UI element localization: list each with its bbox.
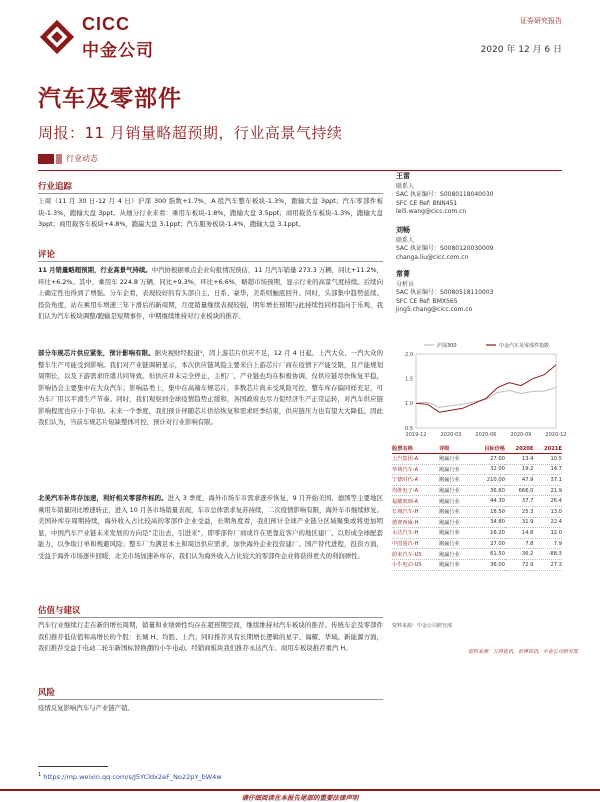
analyst-email: jing5.chang@cicc.com.cn	[396, 306, 473, 314]
stock-name: 华域汽车-A	[392, 464, 439, 475]
table-cell: 44.30	[472, 496, 505, 507]
table-cell: 16.20	[472, 528, 505, 539]
stock-name: 长城汽车-H	[392, 506, 439, 517]
para-text: 进入 3 季度，海外市场车市需求逐步恢复，9 月开始美国、德国等主要地区乘用车销量同比增速转正，进入 10 月各市场销量表现，车市总体需求复苏持续，二次疫情影响有限，海外车市继续修复。美国补库存周期持续，海外收入占比较高的零部件企业受益，长期角度看，我们预计全球产业链分区域聚集或将更加明显，中国汽车产业链未来发展的方向是“走出去、引进来”，即零部件厂商或许在更靠近客户的地区建厂、以形成全球配套能力，以争取订单和规避风险；整车厂为满足本土和周边供应需求，加快海外企业投资建厂、国产替代进程，投资方面，受益于海外市场逐步回暖，北美市场加速补库存，我们认为海外收入占比较大的零部件企业将获得更大的利润弹性。	[38, 494, 383, 560]
stock-name: 蔚来汽车-US	[392, 549, 439, 560]
table-cell: 32.00	[472, 464, 505, 475]
analyst-sac: SAC 执证编号：S0080118040030	[396, 191, 494, 199]
analyst-sac: SAC 执证编号：S0080120030009	[396, 245, 494, 253]
table-cell: 7.9	[533, 538, 562, 549]
section-head-valuation: 估值与建议	[38, 606, 81, 616]
data-source-note: 资料来源：万得资讯，彭博资讯，中金公司研究部	[468, 649, 579, 655]
table-cell: 14.7	[533, 464, 562, 475]
table-row	[392, 475, 562, 486]
table-cell: 26.4	[533, 496, 562, 507]
table-cell: 13.0	[533, 506, 562, 517]
table-cell: 27.3	[533, 559, 562, 570]
logo-text-cn: 中金公司	[82, 41, 154, 61]
stock-name: 上汽集团-A	[392, 454, 439, 465]
y-tick-label: 0.5	[405, 425, 413, 432]
analyst-card	[396, 270, 493, 315]
rating: 跑赢行业	[439, 538, 472, 549]
rating: 跑赢行业	[439, 464, 472, 475]
table-cell: 25.3	[505, 506, 534, 517]
report-date: 2020 年 12 月 6 日	[480, 45, 562, 55]
table-row	[392, 517, 562, 528]
table-cell: 19.2	[505, 464, 534, 475]
section-head-review: 行业追踪	[38, 182, 73, 192]
col-header: 目标价格	[472, 444, 505, 454]
rating: 跑赢行业	[439, 517, 472, 528]
risk-text: 疫情反复影响汽车与产业链产销。	[38, 704, 134, 712]
table-cell: -88.3	[533, 549, 562, 560]
analyst-role: 联系人	[396, 182, 415, 190]
table-cell: -36.2	[505, 549, 534, 560]
tag-marker-light	[56, 154, 62, 164]
table-row	[392, 538, 562, 549]
series-line	[416, 388, 556, 408]
footnote-divider	[38, 766, 108, 767]
x-tick-label: 2020-09	[510, 432, 532, 438]
rating: 跑赢行业	[439, 559, 472, 570]
table-row	[392, 559, 562, 570]
y-tick-label: 1.0	[405, 401, 413, 408]
table-cell: 666.0	[505, 485, 534, 496]
logo-text-en: CICC	[82, 14, 130, 34]
rating: 跑赢行业	[439, 528, 472, 539]
analyst-sfc: SFC CE Ref: BMX565	[396, 297, 458, 305]
legend-label: 中金汽车及零部件指数	[499, 343, 550, 349]
table-cell: 37.1	[533, 475, 562, 486]
report-type: 证券研究报告	[520, 17, 562, 25]
table-cell: 210.00	[472, 475, 505, 486]
table-cell: 72.9	[505, 559, 534, 570]
table-cell: 27.00	[472, 538, 505, 549]
table-cell: 34.80	[472, 517, 505, 528]
para-text: 中汽协根据重点企业旬报情况预估，11 月汽车销量 273.3 万辆，同比+11.2%，环比+6.2%。其中，乘用车 224.8 万辆，同比+9.3%，环比+6.6%，略超市场预期，显示行业的高景气度持续。后续向上确定性也得到了增强。分车企看，表现较好的有头部自主、日系、豪华，美系则触底回升。同时，头部集中趋势延续。投资角度，站在乘用车增速三年下滑后的新周期，月度销量继续表现较强，明年增长预期与此持续性同样趋向于乐观，我们认为汽车板块调整/跑输是短期事件，中期继续维持对行业板块的推荐。	[38, 266, 383, 320]
section-head-comment: 评论	[38, 250, 56, 260]
table-row	[392, 485, 562, 496]
rating: 跑赢行业	[439, 506, 472, 517]
table-row	[392, 454, 562, 465]
recommendation-table	[392, 444, 562, 571]
footnote-link[interactable]: https://mp.weixin.qq.com/s/J5YCldx2eF_No22pY_bW4w	[43, 773, 222, 782]
footer-disclaimer: 请仔细阅读在本报告尾部的重要法律声明	[241, 794, 359, 802]
section-rule	[38, 193, 383, 194]
comment-paragraph-1	[38, 265, 383, 323]
analyst-sac: SAC 执证编号：S0080518110003	[396, 289, 494, 297]
report-title: 周报：11 月销量略超预期，行业高景气持续	[38, 124, 343, 142]
stock-name: 宁德时代-A	[392, 475, 439, 486]
table-cell: 22.4	[533, 517, 562, 528]
table-row	[392, 464, 562, 475]
analyst-email: changa.liu@cicc.com.cn	[396, 253, 469, 261]
analyst-name: 刘畅	[396, 226, 410, 234]
rating: 跑赢行业	[439, 549, 472, 560]
rating: 跑赢行业	[439, 475, 472, 486]
footnote	[38, 772, 222, 781]
table-cell: 12.0	[533, 528, 562, 539]
legend-label: 沪深300	[437, 343, 457, 349]
cicc-logo-icon	[38, 18, 76, 56]
table-cell: 18.50	[472, 506, 505, 517]
analyst-name: 常菁	[396, 270, 410, 278]
footer-bar	[0, 789, 600, 791]
table-row	[392, 528, 562, 539]
table-cell: 14.8	[505, 528, 534, 539]
tag-marker	[38, 154, 54, 164]
analyst-card	[396, 226, 493, 262]
section-rule	[38, 699, 383, 700]
x-tick-label: 2019-12	[405, 432, 427, 438]
table-cell: 37.7	[505, 496, 534, 507]
para-lead: 北美汽车补库存加速，利好相关零部件标的。	[38, 494, 168, 502]
col-header: 2021E	[533, 444, 562, 454]
rating: 跑赢行业	[439, 496, 472, 507]
review-text: 上周（11 月 30 日-12 月 4 日）沪深 300 指数+1.7%，A 股汽车整车板块-1.3%，跑输大盘 3ppt；汽车零部件板块-1.3%，跑输大盘 3ppt。从细分行业来看：乘用车板块-1.8%，跑输大盘 3.5ppt；商用载货车板块-1.3%，跑输大盘 3ppt；商用载客车板块+4.8%，跑赢大盘 3.1ppt；汽车服务板块-1.4%，跑输大盘 3.1ppt。	[38, 197, 383, 228]
col-header: 2020E	[505, 444, 534, 454]
stock-name: 永达汽车-H	[392, 528, 439, 539]
analyst-role: 联系人	[396, 236, 415, 244]
para-lead: 11 月销量略超预期，行业高景气持续。	[38, 266, 152, 274]
sector-title: 汽车及零部件	[38, 86, 182, 112]
x-tick-label: 2020-12	[545, 432, 567, 438]
table-cell: 27.00	[472, 454, 505, 465]
table-cell: 61.50	[472, 549, 505, 560]
col-header: 股票名称	[392, 444, 439, 454]
comment-paragraph-3	[38, 493, 383, 562]
x-tick-label: 2020-06	[475, 432, 497, 438]
stock-name: 小牛电动-US	[392, 559, 439, 570]
table-row	[392, 496, 562, 507]
rating: 跑赢行业	[439, 454, 472, 465]
analyst-name: 王雷	[396, 172, 410, 180]
col-header: 评级	[439, 444, 472, 454]
table-cell: 47.9	[505, 475, 534, 486]
stock-name: 福耀玻璃-A	[392, 496, 439, 507]
table-cell: 36.00	[472, 559, 505, 570]
table-header-row	[392, 444, 562, 454]
analyst-sfc: SFC CE Ref: BNN451	[396, 199, 458, 207]
y-tick-label: 1.5	[405, 376, 413, 383]
series-line	[416, 365, 556, 412]
section-rule	[38, 261, 383, 262]
x-tick-label: 2020-03	[440, 432, 462, 438]
para-lead: 部分车规芯片供应紧张，预计影响有限。	[38, 349, 155, 357]
analyst-email: lei5.wang@cicc.com.cn	[396, 208, 467, 216]
performance-chart	[394, 336, 567, 446]
para-text: 据央视财经报道¹，因上游芯片供应不足，12 月 4 日起，上汽大众、一汽大众的整车生产可能受到影响。我们对产业链调研显示，本次供应链风险主要来自上游芯片厂商在疫情下产能受限，且产能规划周期长，以及下游需求旺盛共同导致。但供应并未完全停止，主机厂、产业链也均在积极协调，仅供应链尽快恢复平稳，影响仍会主要集中在大众汽车；影响品类上，集中在高端车规芯片，多数芯片尚未受风险可控，整车库存偏同样充足，可为车厂用以平滑生产节奏。同时，我们观察到全球疫情趋势正缓和，各国政府也尽力促经济生产正常运转，对汽车供应链影响程度也应小于年初。未来一个季度，我们预计伴随芯片供给恢复和需求旺季结束，供应链压力也有望大大降低。因此我们认为，当前车规芯片短缺整体可控，预计对行业影响有限。	[38, 349, 384, 426]
analyst-card	[396, 172, 493, 217]
y-tick-label: 2.0	[405, 351, 413, 358]
table-cell: 31.9	[505, 517, 534, 528]
table-row	[392, 549, 562, 560]
table-source: 资料来源：中金公司研究部	[392, 623, 453, 629]
table-row	[392, 506, 562, 517]
table-cell: 21.9	[533, 485, 562, 496]
section-head-risk: 风险	[38, 688, 56, 698]
divider	[38, 170, 562, 171]
section-rule	[38, 617, 383, 618]
table-cell: 13.4	[505, 454, 534, 465]
table-cell: 10.5	[533, 454, 562, 465]
footnote-number: 1	[38, 772, 42, 778]
table-cell: 7.8	[505, 538, 534, 549]
stock-name: 中国重汽-H	[392, 538, 439, 549]
analyst-role: 分析员	[396, 280, 415, 288]
valuation-text: 汽车行业继续行走在新的增长周期，销量和业绩弹性均存在超预期空间，继续维持对汽车板块的推荐。传统车企及零部件我们推荐低估值和高增长的个股：长城 H、均胜、上汽；同时推荐具有长期增长逻辑的星宇、福耀、华域、新能源方面，我们推荐受益于电动二轮车新国标替换潮的小牛电动。经销商板块我们推荐永达汽车、商用车板块推荐重汽 H。	[38, 621, 383, 652]
stock-name: 均胜电子-A	[392, 485, 439, 496]
table-cell: 36.60	[472, 485, 505, 496]
comment-paragraph-2	[38, 348, 383, 429]
report-tag: 行业动态	[66, 154, 98, 163]
rating: 跑赢行业	[439, 485, 472, 496]
stock-name: 德赛西威-H	[392, 517, 439, 528]
